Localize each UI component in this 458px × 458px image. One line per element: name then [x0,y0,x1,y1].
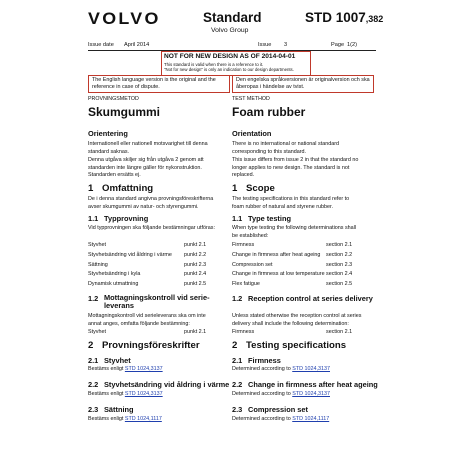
left-s11-row-ref: punkt 2.4 [184,271,207,277]
text-line: longer applies to new design. The standard is not [232,164,350,171]
organization: Volvo Group [211,27,249,34]
left-orientation-heading: Orientering [88,129,128,138]
left-orientation-p1 [88,141,208,156]
notice-line-1: This standard is valid when there is a reference to it. [164,62,264,67]
language-note-en [88,75,230,93]
left-s11-row-label: Styvhetsändring i kyla [88,271,141,277]
right-s22-std-link[interactable]: STD 1024,3137 [292,391,330,397]
volvo-logo: VOLVO [88,9,161,28]
right-s11-number: 1.1 [232,214,243,223]
right-s11-row-ref: section 2.3 [326,262,353,268]
right-s22-number: 2.2 [232,380,243,389]
left-s23-text-label: Bestäms enligt [88,416,124,422]
left-orientation-p2 [88,157,204,180]
right-s11-row-label: Firmness [232,242,255,248]
right-s21-title: Firmness [248,356,281,365]
text-line: When type testing the following determinations shall [232,225,357,231]
issue-number: 3 [284,42,288,48]
right-s21-text [232,366,330,374]
left-s12-title [104,294,210,310]
right-s23-text [232,416,329,424]
left-s2-number: 2 [88,340,94,351]
text-line: delivery shall include the following determination: [232,320,349,327]
left-s1-number: 1 [88,183,94,194]
text-line: annat anges, omfatta följande bestämning: [88,320,190,327]
left-s21-title: Styvhet [104,356,131,365]
left-s11-row-label: Dynamisk utmattning [88,281,139,287]
right-s21-std-link[interactable]: STD 1024,3137 [292,366,330,372]
left-s11-row-ref: punkt 2.2 [184,252,207,258]
text-line: be established: [232,232,269,239]
right-orientation-p1 [232,141,339,156]
right-s11-row-label: Compression set [232,262,273,268]
right-s1-number: 1 [232,183,238,194]
language-note-sv [232,75,374,93]
text-line: Mottagningskontroll vid serieleverans ska om inte [88,313,206,319]
right-s11-row-label: Flex fatigue [232,281,260,287]
text-line: De i denna standard angivna provningsföreskrifterna [88,196,214,202]
text-line: Unless stated otherwise the reception control at series [232,313,362,319]
page-number: 1(2) [347,42,357,48]
right-s11-row-ref: section 2.1 [326,242,353,248]
document-type: Standard [203,10,262,25]
text-line: foam rubber of natural and styrene rubber. [232,203,333,210]
standard-number-main: STD 1007 [305,10,366,25]
left-s22-number: 2.2 [88,380,99,389]
issue-date-label: Issue date [88,42,114,48]
left-s11-row-label: Styvhet [88,242,106,248]
left-s11-row-label: Sättning [88,262,108,268]
right-s23-text-label: Determined according to [232,416,291,422]
standard-revision: ,382 [365,14,384,24]
right-s23-number: 2.3 [232,405,243,414]
right-s11-row-label: Change in firmness after heat ageing [232,252,321,258]
right-s12-row-ref: section 2.1 [326,329,353,335]
right-s2-title: Testing specifications [246,340,347,351]
left-s22-text [88,391,163,399]
right-s22-title: Change in firmness after heat ageing [248,380,378,389]
right-s11-title: Type testing [248,214,291,223]
notice-line-2: "Not for new design" is only an indication to our design departments. [164,67,294,72]
language-note-sv-text: Den engelska språkversionen är originalversion och ska åberopas i händelse av tvist. [236,77,370,90]
left-s1-title: Omfattning [102,183,154,194]
right-orientation-heading: Orientation [232,129,272,138]
left-s11-title: Typprovning [104,214,149,223]
notice-title: NOT FOR NEW DESIGN AS OF 2014-04-01 [164,53,296,60]
text-line: There is no international or national standard [232,141,339,147]
text-line: replaced. [232,172,255,179]
text-line: This issue differs from issue 2 in that the standard no [232,157,359,163]
left-s23-number: 2.3 [88,405,99,414]
right-s11-row-ref: section 2.5 [326,281,353,287]
right-s2-number: 2 [232,340,238,351]
left-s12-text [88,313,206,328]
text-line: Mottagningskontroll vid serie- [104,293,210,302]
language-note-en-text: The English language version is the original and the reference in case of dispute. [92,77,216,90]
right-s11-row-label: Change in firmness at low temperature [232,271,325,277]
text-line: standarden inte längre gäller för nykonstruktion. [88,164,202,171]
left-s11-row-ref: punkt 2.5 [184,281,207,287]
right-s12-title: Reception control at series delivery [248,294,373,303]
right-s22-text [232,391,330,399]
text-line: corresponding to this standard. [232,148,307,155]
left-s21-text-label: Bestäms enligt [88,366,124,372]
text-line: standard saknas. [88,148,130,155]
left-s2-title: Provningsföreskrifter [102,340,200,351]
left-s11-row-label: Styvhetsändring vid åldring i värme [88,252,172,258]
right-s1-text [232,196,349,211]
right-title: Foam rubber [232,105,306,119]
left-s12-row-label: Styvhet [88,329,106,335]
left-s21-number: 2.1 [88,356,99,365]
left-s22-text-label: Bestäms enligt [88,391,124,397]
right-s23-std-link[interactable]: STD 1024,1117 [292,416,330,422]
left-s12-row-ref: punkt 2.1 [184,329,207,335]
right-s12-text [232,313,361,328]
right-s12-number: 1.2 [232,294,243,303]
left-s22-title: Styvhetsändring vid åldring i värme [104,380,230,389]
left-s1-text [88,196,213,211]
right-s1-title: Scope [246,183,275,194]
left-s11-row-ref: punkt 2.1 [184,242,207,248]
text-line: leverans [104,301,134,310]
left-s23-text [88,416,162,424]
standard-number [305,10,383,25]
left-s21-text [88,366,163,374]
left-s22-std-link[interactable]: STD 1024,3137 [124,391,163,397]
left-s11-number: 1.1 [88,214,99,223]
page-label: Page [331,42,345,48]
right-s12-row-label: Firmness [232,329,255,335]
right-s11-text [232,225,356,240]
text-line: Standarden ersätts ej. [88,172,141,179]
right-orientation-p2 [232,157,358,180]
right-s11-row-ref: section 2.4 [326,271,353,277]
left-s21-std-link[interactable]: STD 1024,3137 [124,366,163,372]
left-method-label: PROVNINGSMETOD [88,96,139,102]
left-s12-number: 1.2 [88,294,99,303]
right-s21-number: 2.1 [232,356,243,365]
text-line: Denna utgåva skiljer sig från utgåva 2 genom att [88,157,204,163]
issue-label: Issue [258,42,272,48]
issue-date: April 2014 [124,42,150,48]
left-s23-title: Sättning [104,405,134,414]
left-title: Skumgummi [88,105,161,119]
left-s23-std-link[interactable]: STD 1024,1117 [124,416,162,422]
right-s22-text-label: Determined according to [232,391,291,397]
left-s11-text: Vid typprovningen ska följande bestämningar utföras: [88,225,215,231]
right-s21-text-label: Determined according to [232,366,291,372]
text-line: The testing specifications in this standard refer to [232,196,350,202]
text-line: Internationell eller nationell motsvarighet till denna [88,141,208,147]
left-s11-row-ref: punkt 2.3 [184,262,207,268]
right-method-label: TEST METHOD [232,96,270,102]
text-line: avser skumgummi av natur- och styrengummi. [88,203,199,210]
right-s23-title: Compression set [248,405,308,414]
right-s11-row-ref: section 2.2 [326,252,353,258]
